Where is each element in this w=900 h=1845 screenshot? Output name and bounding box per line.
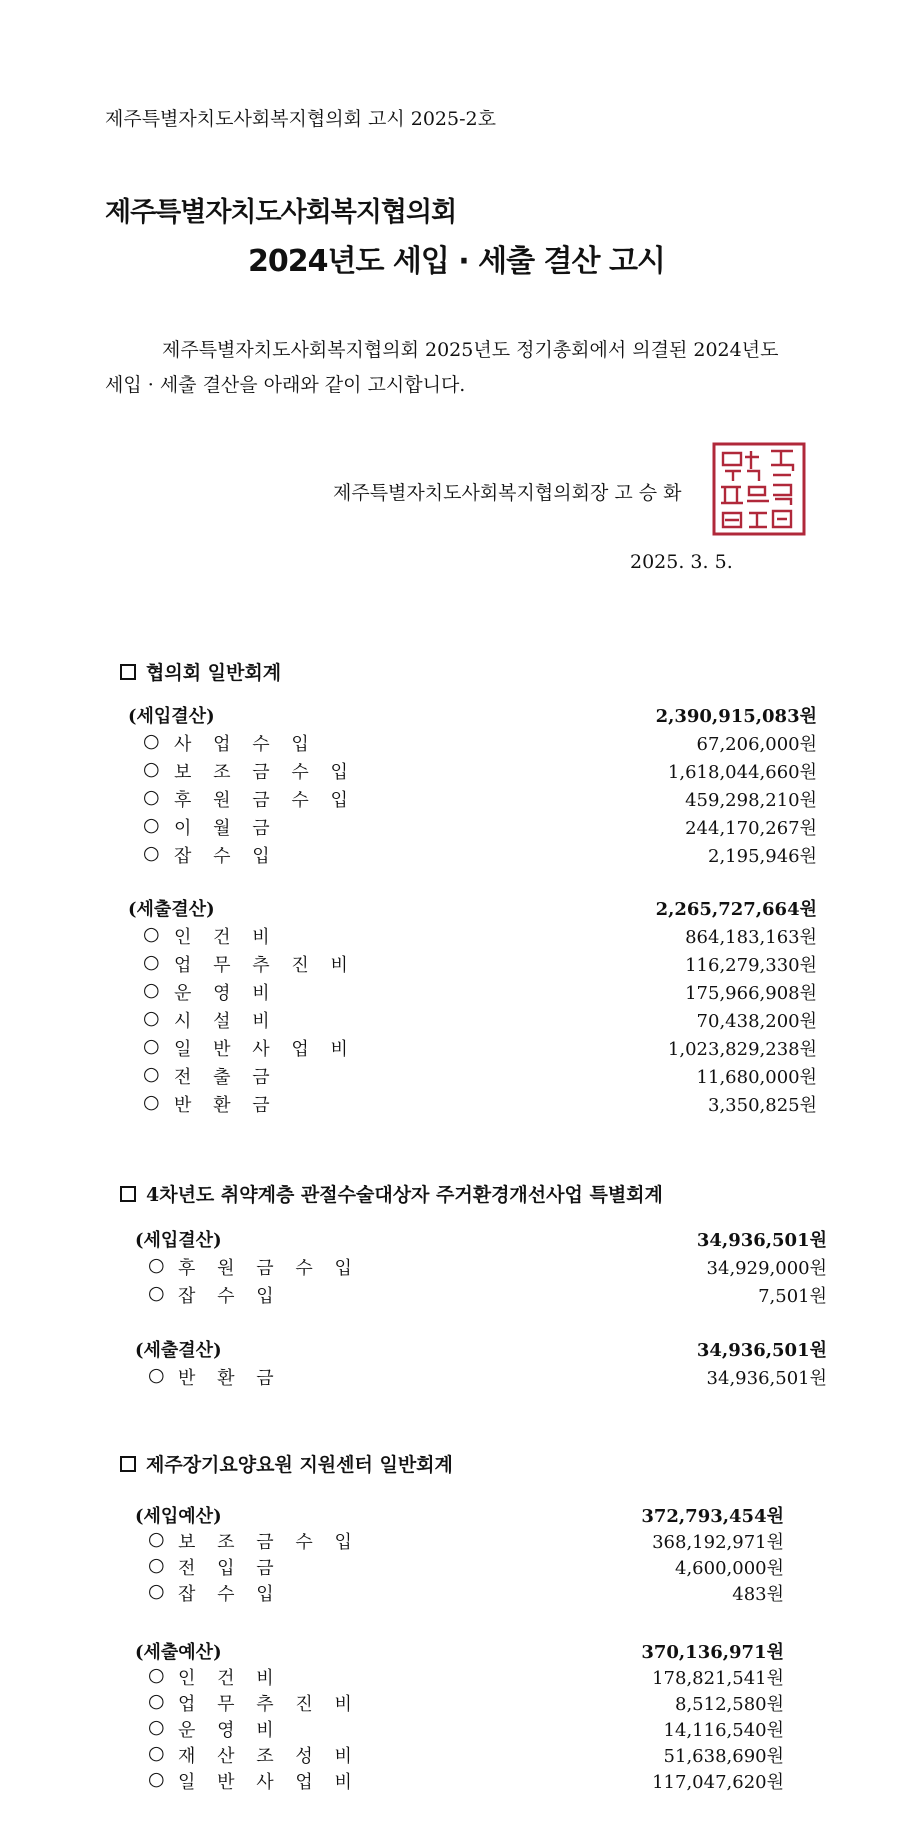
line-item-label: 잡 수 입 <box>178 1286 282 1307</box>
line-item-label: 잡 수 입 <box>178 1584 282 1605</box>
circle-bullet-icon: ○ <box>148 1690 165 1712</box>
line-item-label: 반 환 금 <box>174 1095 278 1116</box>
line-item-row <box>0 1007 900 1031</box>
group-total-amount: 34,936,501원 <box>696 1230 827 1251</box>
line-item-amount: 67,206,000원 <box>696 734 817 755</box>
line-item-amount: 4,600,000원 <box>675 1558 784 1579</box>
line-item-amount: 244,170,267원 <box>685 818 817 839</box>
circle-bullet-icon: ○ <box>148 1742 165 1764</box>
line-item-row <box>0 1690 900 1714</box>
section-title-text: 제주장기요양요원 지원센터 일반회계 <box>146 1454 453 1476</box>
group-total-amount: 34,936,501원 <box>696 1340 827 1361</box>
circle-bullet-icon: ○ <box>148 1282 165 1304</box>
circle-bullet-icon: ○ <box>143 1063 160 1085</box>
line-item-label: 운 영 비 <box>178 1720 282 1741</box>
circle-bullet-icon: ○ <box>143 1007 160 1029</box>
line-item-row <box>0 1554 900 1578</box>
line-item-amount: 117,047,620원 <box>652 1772 784 1793</box>
line-item-label: 일 반 사 업 비 <box>174 1039 356 1060</box>
group-header-row <box>0 702 900 726</box>
circle-bullet-icon: ○ <box>148 1716 165 1738</box>
line-item-label: 시 설 비 <box>174 1011 278 1032</box>
line-item-amount: 34,929,000원 <box>706 1258 827 1279</box>
circle-bullet-icon: ○ <box>143 923 160 945</box>
group-header-row <box>0 1638 900 1662</box>
line-item-row <box>0 758 900 782</box>
line-item-label: 사 업 수 입 <box>174 734 317 755</box>
line-item-amount: 116,279,330원 <box>685 955 817 976</box>
line-item-label: 인 건 비 <box>178 1668 282 1689</box>
line-item-row <box>0 1528 900 1552</box>
circle-bullet-icon: ○ <box>143 758 160 780</box>
line-item-amount: 51,638,690원 <box>663 1746 784 1767</box>
circle-bullet-icon: ○ <box>148 1554 165 1576</box>
circle-bullet-icon: ○ <box>143 730 160 752</box>
line-item-amount: 175,966,908원 <box>685 983 817 1004</box>
line-item-row <box>0 1035 900 1059</box>
line-item-amount: 459,298,210원 <box>685 790 817 811</box>
line-item-row <box>0 842 900 866</box>
group-header-row <box>0 895 900 919</box>
section-title-text: 4차년도 취약계층 관절수술대상자 주거환경개선사업 특별회계 <box>146 1184 663 1206</box>
circle-bullet-icon: ○ <box>143 1091 160 1113</box>
line-item-row <box>0 730 900 754</box>
line-item-label: 업 무 추 진 비 <box>178 1694 360 1715</box>
line-item-row <box>0 979 900 1003</box>
checkbox-square-icon <box>120 664 136 680</box>
group-header-row <box>0 1336 900 1360</box>
line-item-label: 인 건 비 <box>174 927 278 948</box>
line-item-row <box>0 814 900 838</box>
line-item-amount: 368,192,971원 <box>652 1532 784 1553</box>
group-total-amount: 372,793,454원 <box>641 1506 784 1527</box>
circle-bullet-icon: ○ <box>143 951 160 973</box>
signer: 제주특별자치도사회복지협의회장 고 승 화 <box>333 482 682 504</box>
line-item-row <box>0 1742 900 1766</box>
circle-bullet-icon: ○ <box>143 979 160 1001</box>
circle-bullet-icon: ○ <box>143 1035 160 1057</box>
section-title-text: 협의회 일반회계 <box>146 662 282 684</box>
line-item-label: 후 원 금 수 입 <box>178 1258 360 1279</box>
official-seal <box>711 441 807 537</box>
body-line-1: 제주특별자치도사회복지협의회 2025년도 정기총회에서 의결된 2024년도 <box>162 339 779 361</box>
line-item-amount: 1,618,044,660원 <box>667 762 817 783</box>
line-item-amount: 178,821,541원 <box>652 1668 784 1689</box>
line-item-row <box>0 1091 900 1115</box>
line-item-amount: 3,350,825원 <box>708 1095 817 1116</box>
line-item-label: 보 조 금 수 입 <box>174 762 356 783</box>
line-item-label: 후 원 금 수 입 <box>174 790 356 811</box>
line-item-amount: 7,501원 <box>758 1286 827 1307</box>
group-header-label: (세출결산) <box>135 1340 222 1361</box>
line-item-amount: 70,438,200원 <box>696 1011 817 1032</box>
section-title <box>120 1450 453 1477</box>
line-item-amount: 34,936,501원 <box>706 1368 827 1389</box>
circle-bullet-icon: ○ <box>143 814 160 836</box>
line-item-label: 전 출 금 <box>174 1067 278 1088</box>
title-line-2: 2024년도 세입 · 세출 결산 고시 <box>248 244 665 279</box>
section-title <box>120 1180 663 1207</box>
circle-bullet-icon: ○ <box>148 1768 165 1790</box>
group-total-amount: 2,265,727,664원 <box>655 899 817 920</box>
circle-bullet-icon: ○ <box>148 1664 165 1686</box>
line-item-label: 운 영 비 <box>174 983 278 1004</box>
line-item-label: 전 입 금 <box>178 1558 282 1579</box>
line-item-label: 재 산 조 성 비 <box>178 1746 360 1767</box>
circle-bullet-icon: ○ <box>143 842 160 864</box>
line-item-amount: 2,195,946원 <box>708 846 817 867</box>
line-item-label: 일 반 사 업 비 <box>178 1772 360 1793</box>
line-item-row <box>0 1664 900 1688</box>
line-item-row <box>0 1580 900 1604</box>
body-line-2: 세입 · 세출 결산을 아래와 같이 고시합니다. <box>105 374 466 396</box>
line-item-amount: 8,512,580원 <box>675 1694 784 1715</box>
notice-number: 제주특별자치도사회복지협의회 고시 2025-2호 <box>105 108 496 130</box>
circle-bullet-icon: ○ <box>143 786 160 808</box>
checkbox-square-icon <box>120 1456 136 1472</box>
line-item-label: 이 월 금 <box>174 818 278 839</box>
line-item-row <box>0 1282 900 1306</box>
line-item-amount: 1,023,829,238원 <box>667 1039 817 1060</box>
line-item-row <box>0 786 900 810</box>
circle-bullet-icon: ○ <box>148 1580 165 1602</box>
group-total-amount: 2,390,915,083원 <box>655 706 817 727</box>
line-item-amount: 11,680,000원 <box>696 1067 817 1088</box>
line-item-label: 반 환 금 <box>178 1368 282 1389</box>
group-header-row <box>0 1226 900 1250</box>
group-header-label: (세출예산) <box>135 1642 222 1663</box>
line-item-row <box>0 1716 900 1740</box>
group-header-label: (세입결산) <box>128 706 215 727</box>
line-item-label: 잡 수 입 <box>174 846 278 867</box>
group-header-label: (세입예산) <box>135 1506 222 1527</box>
line-item-label: 보 조 금 수 입 <box>178 1532 360 1553</box>
line-item-row <box>0 1364 900 1388</box>
line-item-amount: 483원 <box>732 1584 784 1605</box>
checkbox-square-icon <box>120 1186 136 1202</box>
line-item-row <box>0 1254 900 1278</box>
group-header-label: (세출결산) <box>128 899 215 920</box>
line-item-label: 업 무 추 진 비 <box>174 955 356 976</box>
line-item-row <box>0 951 900 975</box>
line-item-row <box>0 1768 900 1792</box>
group-total-amount: 370,136,971원 <box>641 1642 784 1663</box>
line-item-amount: 864,183,163원 <box>685 927 817 948</box>
title-line-1: 제주특별자치도사회복지협의회 <box>105 197 457 228</box>
group-header-row <box>0 1502 900 1526</box>
line-item-row <box>0 923 900 947</box>
line-item-amount: 14,116,540원 <box>663 1720 784 1741</box>
line-item-row <box>0 1063 900 1087</box>
circle-bullet-icon: ○ <box>148 1364 165 1386</box>
circle-bullet-icon: ○ <box>148 1254 165 1276</box>
group-header-label: (세입결산) <box>135 1230 222 1251</box>
circle-bullet-icon: ○ <box>148 1528 165 1550</box>
notice-date: 2025. 3. 5. <box>630 551 733 573</box>
section-title <box>120 658 281 685</box>
